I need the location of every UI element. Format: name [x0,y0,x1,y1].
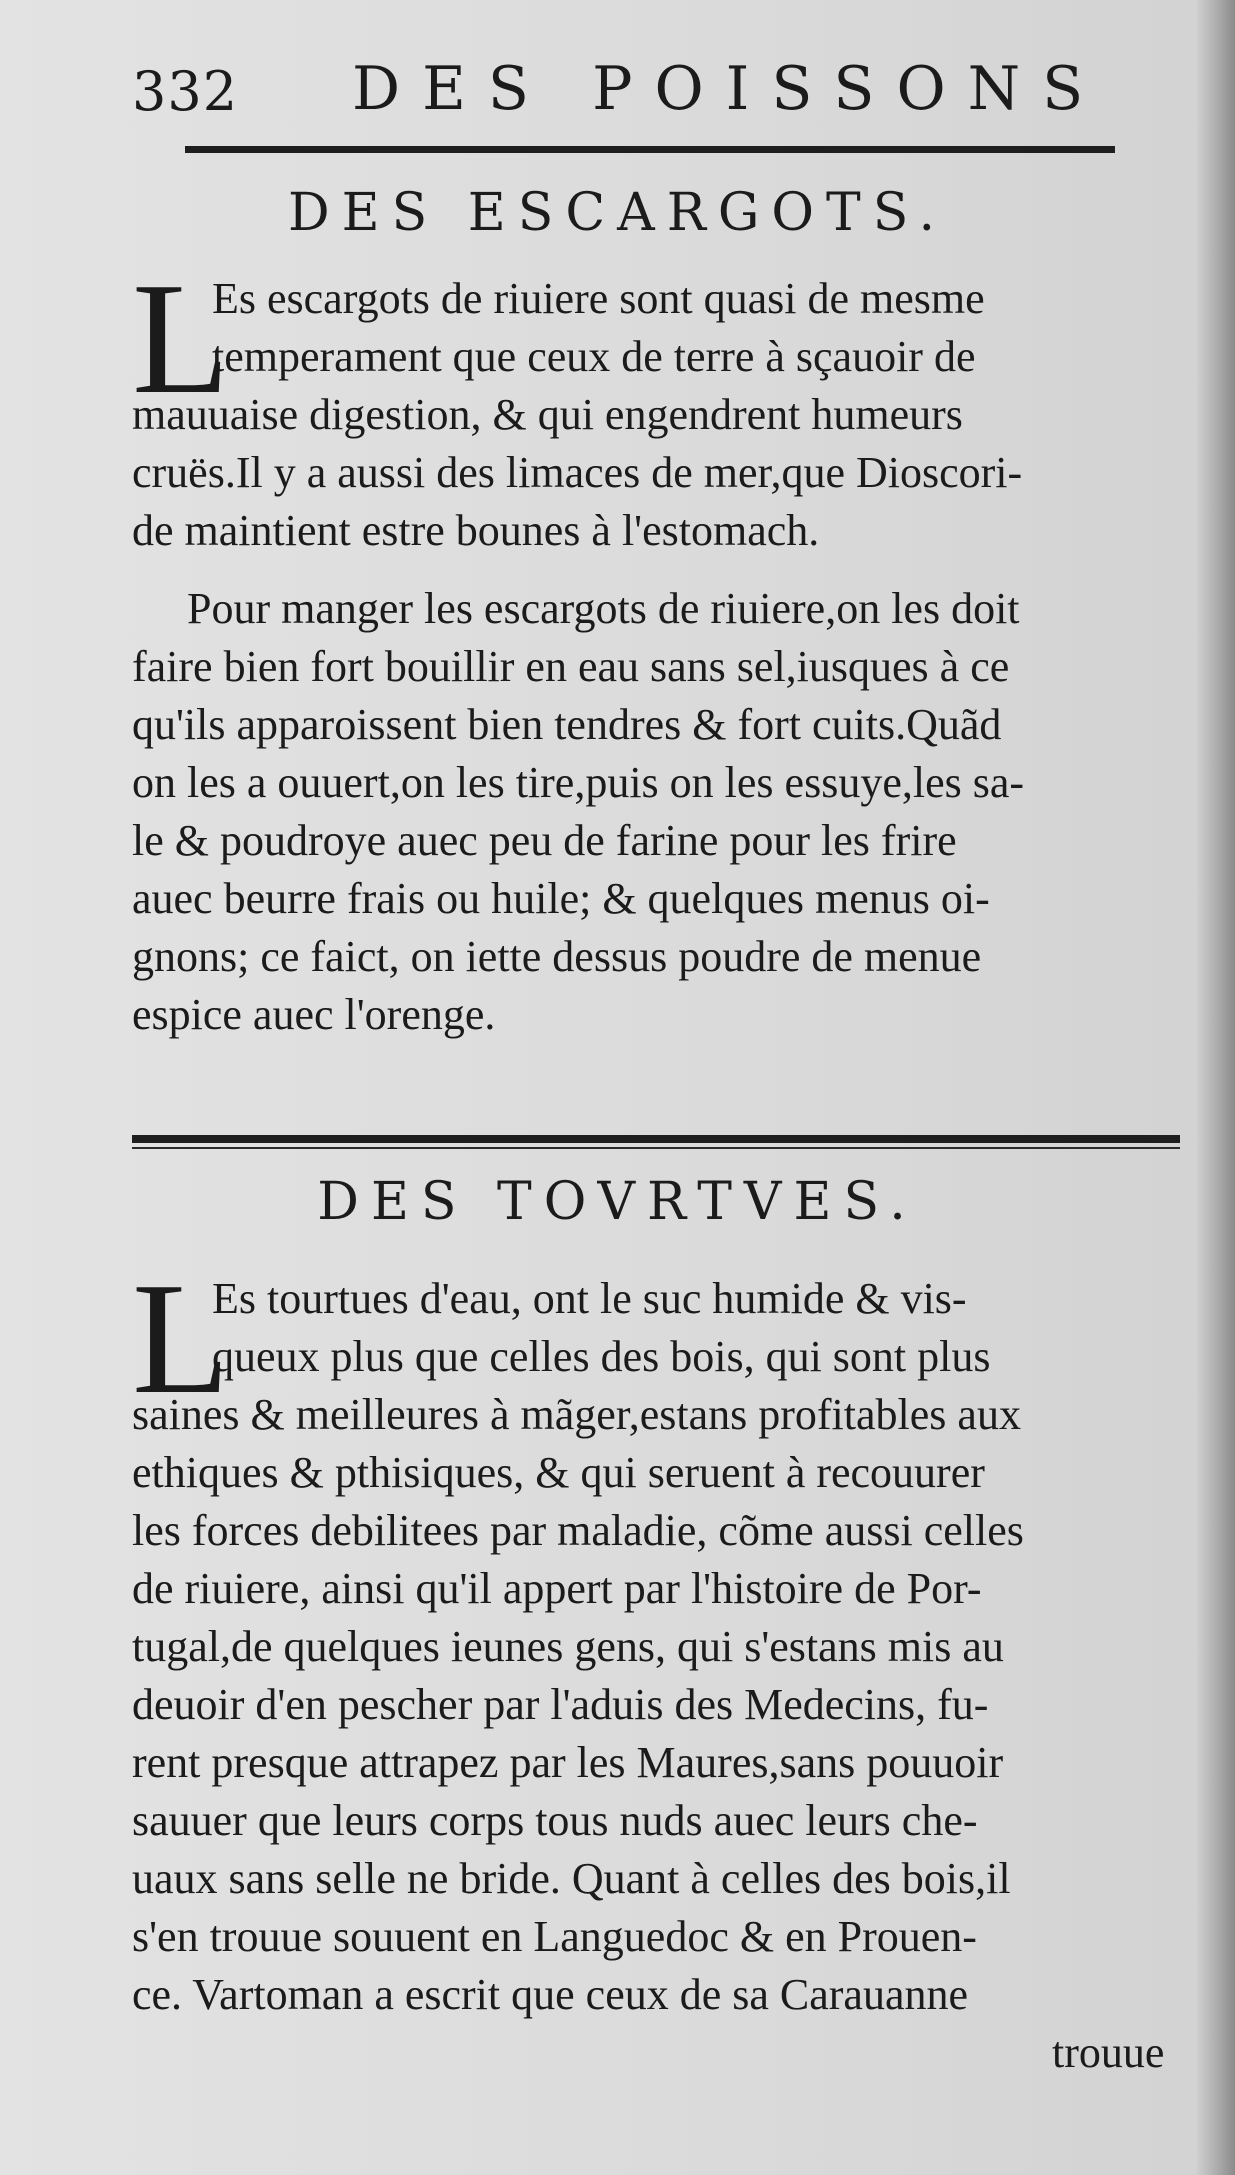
text-line: sauuer que leurs corps tous nuds auec leurs che- [132,1796,978,1845]
text-line: cruës.Il y a aussi des limaces de mer,que Dioscori- [132,448,1023,497]
text-line: Es escargots de riuiere sont quasi de mesme [212,274,985,323]
text-line: s'en trouue souuent en Languedoc & en Prouen- [132,1912,977,1961]
page-number: 332 [132,60,239,123]
text-line: queux plus que celles des bois, qui sont plus [212,1332,991,1381]
text-line: ce. Vartoman a escrit que ceux de sa Carauanne [132,1970,969,2019]
page-header [132,50,1132,130]
section-divider [132,1135,1180,1143]
text-line: saines & meilleures à mãger,estans profitables aux [132,1390,1021,1439]
text-line: espice auec l'orenge. [132,990,496,1039]
text-line: Pour manger les escargots de riuiere,on les doit [187,584,1020,633]
text-line: qu'ils apparoissent bien tendres & fort cuits.Quãd [132,700,1002,749]
text-line: rent presque attrapez par les Maures,sans pouuoir [132,1738,1004,1787]
section-title-escargots: DES ESCARGOTS. [287,183,948,243]
section-title-tourtues: DES TOVRTVES. [317,1172,918,1232]
drop-cap: L [132,249,230,427]
text-line: de maintient estre bounes à l'estomach. [132,506,820,555]
drop-cap: L [132,1249,230,1427]
text-line: ethiques & pthisiques, & qui seruent à recouurer [132,1448,985,1497]
tourtues-paragraph [132,1249,1182,2090]
text-line: de riuiere, ainsi qu'il appert par l'histoire de Por- [132,1564,982,1613]
text-line: auec beurre frais ou huile; & quelques menus oi- [132,874,990,923]
running-title: DES POISSONS [352,54,1106,124]
section-divider-thin [132,1147,1180,1149]
text-line: Es tourtues d'eau, ont le suc humide & vis- [212,1274,967,1323]
escargots-paragraph-2 [132,580,1182,1060]
text-line: temperament que ceux de terre à sçauoir de [212,332,976,381]
text-line: tugal,de quelques ieunes gens, qui s'estans mis au [132,1622,1004,1671]
text-line: gnons; ce faict, on iette dessus poudre de menue [132,932,982,981]
text-line: le & poudroye auec peu de farine pour les frire [132,816,957,865]
page-edge-shadow [1197,0,1235,2175]
text-line: faire bien fort bouillir en eau sans sel,iusques à ce [132,642,1010,691]
text-line: deuoir d'en pescher par l'aduis des Medecins, fu- [132,1680,989,1729]
escargots-paragraph-1 [132,249,1182,570]
text-line: on les a ouuert,on les tire,puis on les essuye,les sa- [132,758,1025,807]
text-line: les forces debilitees par maladie, cõme aussi celles [132,1506,1024,1555]
text-line: mauuaise digestion, & qui engendrent humeurs [132,390,963,439]
header-rule [185,146,1115,153]
catchword: trouue [1052,2028,1165,2077]
text-line: uaux sans selle ne bride. Quant à celles des bois,il [132,1854,1011,1903]
